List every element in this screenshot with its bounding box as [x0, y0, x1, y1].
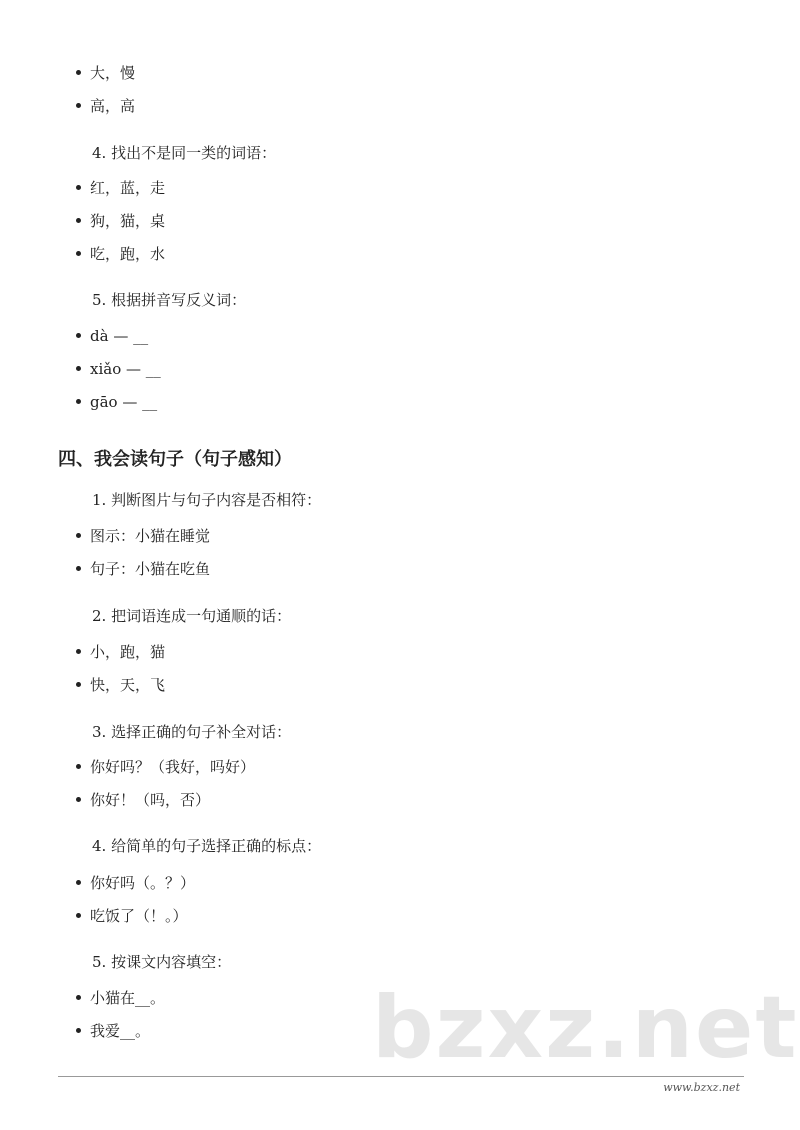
question-text: 3. 选择正确的句子补全对话：: [92, 723, 292, 741]
list-item: 图示：小猫在睡觉: [76, 526, 210, 546]
question-text: 1. 判断图片与句子内容是否相符：: [92, 491, 322, 509]
list-item: 小猫在__。: [76, 988, 165, 1008]
footer-divider: [58, 1076, 744, 1077]
list-item: 吃饭了（！。）: [76, 906, 188, 926]
list-item: xiǎo — __: [76, 359, 161, 379]
footer-url: www.bzxz.net: [663, 1081, 740, 1094]
list-item: 我爱__。: [76, 1021, 150, 1041]
question-text: 5. 按课文内容填空：: [92, 953, 232, 971]
list-item: 句子：小猫在吃鱼: [76, 559, 210, 579]
list-item: 你好吗（。？）: [76, 873, 195, 893]
watermark: bzxz.net: [372, 978, 799, 1078]
list-item: 快，天，飞: [76, 675, 165, 695]
section-title: 四、我会读句子（句子感知）: [58, 449, 292, 470]
list-item: 你好！（吗，否）: [76, 790, 210, 810]
list-item: 吃，跑，水: [76, 244, 165, 264]
list-item: 高，高: [76, 96, 135, 116]
list-item: dà — __: [76, 326, 148, 346]
list-item: 小，跑，猫: [76, 642, 165, 662]
list-item: 你好吗？（我好，吗好）: [76, 757, 255, 777]
list-item: gāo — __: [76, 392, 157, 412]
list-item: 大，慢: [76, 63, 135, 83]
question-text: 5. 根据拼音写反义词：: [92, 291, 247, 309]
list-item: 红，蓝，走: [76, 178, 165, 198]
question-text: 2. 把词语连成一句通顺的话：: [92, 607, 292, 625]
question-text: 4. 给简单的句子选择正确的标点：: [92, 837, 322, 855]
list-item: 狗，猫，桌: [76, 211, 165, 231]
question-text: 4. 找出不是同一类的词语：: [92, 144, 277, 162]
